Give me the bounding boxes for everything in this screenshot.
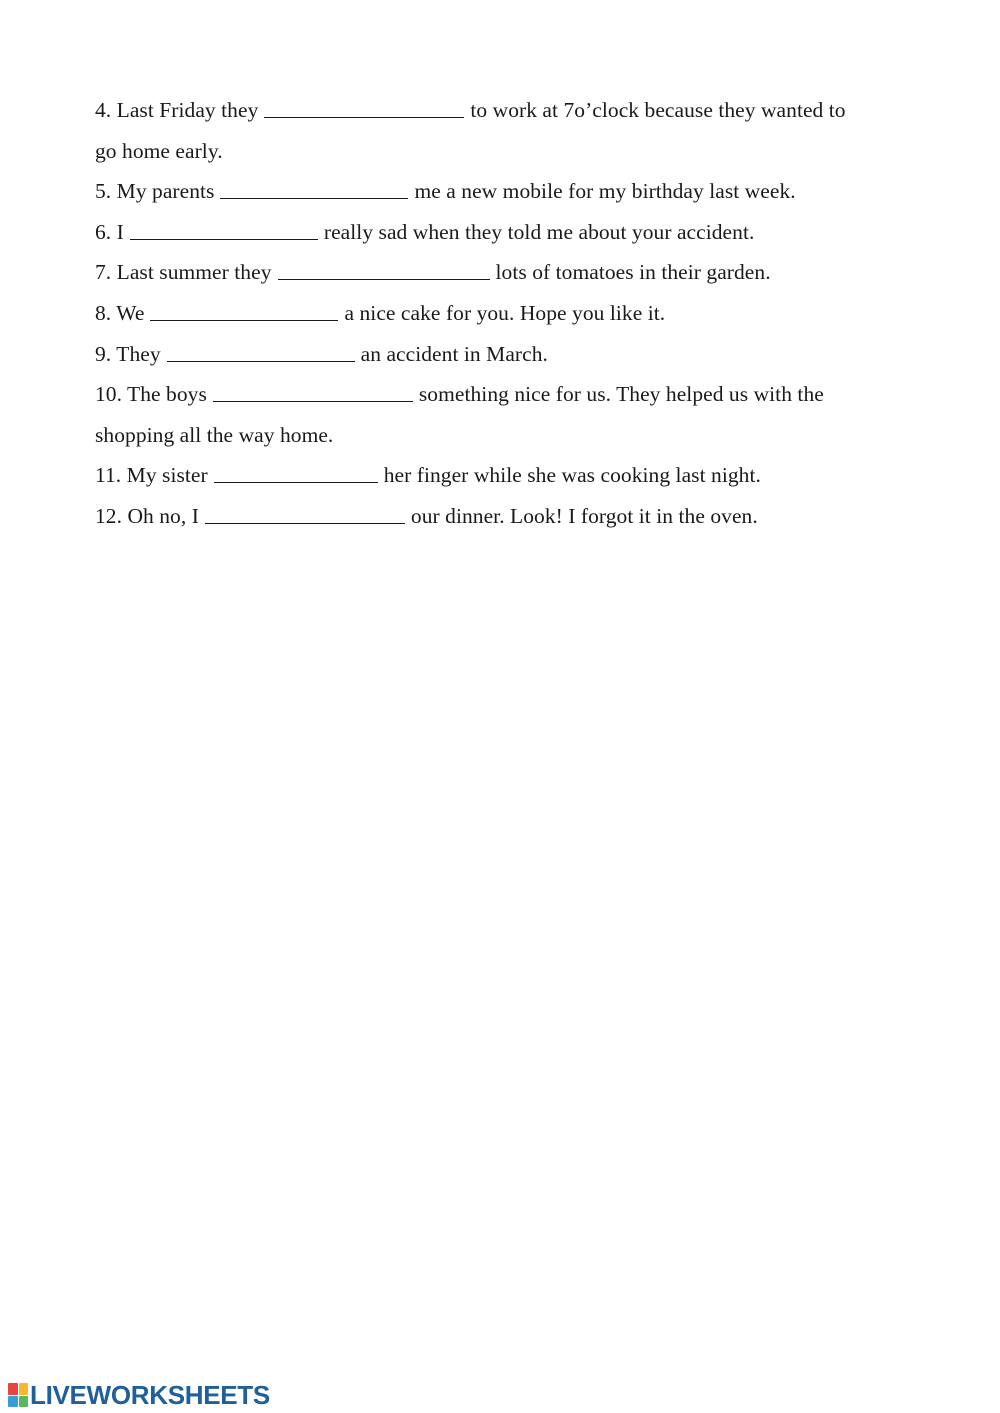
answer-blank[interactable] (205, 502, 405, 524)
exercise-item-8 (95, 293, 915, 334)
item-text-before: 6. I (95, 219, 124, 244)
item-text-before: 4. Last Friday they (95, 98, 259, 122)
exercise-item-11 (95, 455, 915, 496)
item-text-after: an accident in March. (360, 341, 548, 366)
logo-text: LIVEWORKSHEETS (30, 1380, 270, 1410)
item-text-before: 5. My parents (95, 179, 215, 204)
item-text-after: something nice for us. They helped us with the (418, 382, 824, 407)
item-text-before: 9. They (95, 341, 161, 366)
item-text-before: 11. My sister (95, 463, 208, 488)
logo-square-green (19, 1396, 29, 1408)
exercise-item-10-continuation (95, 415, 915, 456)
answer-blank[interactable] (167, 340, 355, 362)
exercise-item-12 (95, 496, 915, 537)
item-text-after: really sad when they told me about your accident. (323, 219, 755, 244)
item-text-before: 8. We (95, 300, 145, 325)
item-text-before: 7. Last summer they (95, 260, 272, 285)
logo-square-red (8, 1383, 18, 1395)
item-text-after: to work at 7o’clock because they wanted to (470, 98, 846, 122)
answer-blank[interactable] (150, 299, 338, 321)
exercise-item-6 (95, 212, 915, 253)
exercise-item-4 (95, 90, 915, 131)
worksheet-exercise (95, 90, 915, 537)
exercise-item-4-continuation (95, 131, 915, 172)
item-text-continuation: shopping all the way home. (95, 422, 334, 447)
exercise-item-5 (95, 171, 915, 212)
logo-square-blue (8, 1396, 18, 1408)
exercise-item-10 (95, 374, 915, 415)
answer-blank[interactable] (130, 218, 318, 240)
exercise-item-9 (95, 334, 915, 375)
answer-blank[interactable] (220, 177, 408, 199)
item-text-after: lots of tomatoes in their garden. (495, 260, 771, 285)
item-text-before: 10. The boys (95, 382, 207, 407)
item-text-before: 12. Oh no, I (95, 503, 199, 528)
logo-square-yellow (19, 1383, 29, 1395)
answer-blank[interactable] (214, 461, 378, 483)
item-text-after: a nice cake for you. Hope you like it. (344, 300, 666, 325)
exercise-item-7 (95, 252, 915, 293)
liveworksheets-logo-icon (8, 1383, 28, 1407)
item-text-after: our dinner. Look! I forgot it in the oven. (410, 503, 758, 528)
answer-blank[interactable] (278, 258, 490, 280)
item-text-after: her finger while she was cooking last night. (383, 463, 761, 488)
item-text-continuation: go home early. (95, 138, 223, 163)
item-text-after: me a new mobile for my birthday last week. (414, 179, 796, 204)
answer-blank[interactable] (264, 96, 464, 118)
answer-blank[interactable] (213, 380, 413, 402)
liveworksheets-logo[interactable] (8, 1380, 270, 1410)
